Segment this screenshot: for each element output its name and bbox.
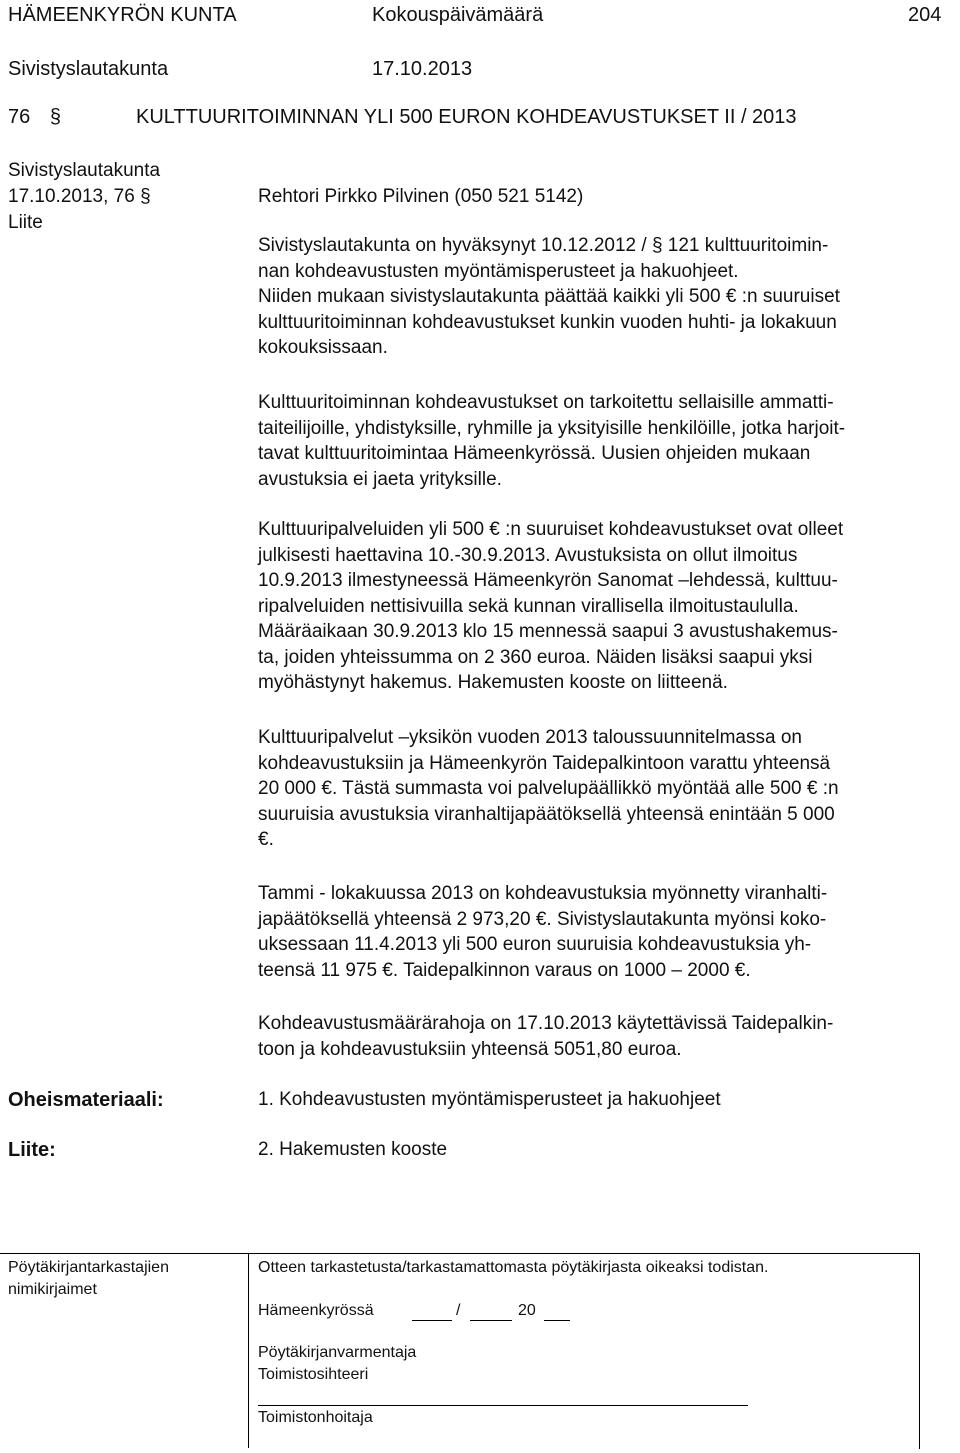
- paragraph-line: avustuksia ei jaeta yrityksille.: [258, 468, 502, 490]
- municipality-name: HÄMEENKYRÖN KUNTA: [8, 4, 237, 26]
- paragraph-line: Määräaikaan 30.9.2013 klo 15 mennessä saapui 3 avustushakemus-: [258, 621, 838, 642]
- paragraph-line: teensä 11 975 €. Taidepalkinnon varaus on 1000 – 2000 €.: [258, 959, 751, 981]
- inspectors-initials-label-2: nimikirjaimet: [8, 1281, 97, 1298]
- footer-divider: [248, 1253, 249, 1448]
- paragraph-line: uksessaan 11.4.2013 yli 500 euron suuruisia kohdeavustuksia yh-: [258, 934, 812, 955]
- paragraph-line: japäätöksellä yhteensä 2 973,20 €. Sivistyslautakunta myönsi koko-: [258, 908, 827, 930]
- day-blank: [412, 1320, 452, 1321]
- section-number: [8, 106, 61, 129]
- paragraph-line: 10.9.2013 ilmestyneessä Hämeenkyrön Sanomat –lehdessä, kulttuu-: [258, 570, 838, 591]
- footer-box: [0, 1253, 920, 1449]
- paragraph-line: myöhästynyt hakemus. Hakemusten kooste on liitteenä.: [258, 672, 728, 693]
- place-label: Hämeenkyrössä: [258, 1302, 374, 1319]
- paragraph-6: [258, 1011, 948, 1062]
- paragraph-4: [258, 725, 948, 853]
- section-number-text: 76: [8, 106, 31, 128]
- paragraph-line: Kulttuuripalvelut –yksikön vuoden 2013 taloussuunnitelmassa on: [258, 727, 802, 748]
- paragraph-line: nan kohdeavustusten myöntämisperusteet ja hakuohjeet.: [258, 260, 739, 282]
- paragraph-line: Kulttuuripalveluiden yli 500 € :n suuruiset kohdeavustukset ovat olleet: [258, 519, 844, 540]
- section-title: KULTTUURITOIMINNAN YLI 500 EURON KOHDEAVUSTUKSET II / 2013: [136, 106, 797, 128]
- paragraph-line: Kulttuuritoiminnan kohdeavustukset on tarkoitettu sellaisille ammatti-: [258, 392, 834, 413]
- page-number: 204: [908, 4, 942, 26]
- year-blank: [544, 1320, 570, 1321]
- paragraph-line: kohdeavustuksiin ja Hämeenkyrön Taidepalkintoon varattu yhteensä: [258, 752, 831, 774]
- paragraph-line: Kohdeavustusmäärärahoja on 17.10.2013 käytettävissä Taidepalkin-: [258, 1013, 834, 1034]
- paragraph-line: Niiden mukaan sivistyslautakunta päättää kaikki yli 500 € :n suuruiset: [258, 286, 840, 307]
- paragraph-line: tavat kulttuuritoimintaa Hämeenkyrössä. Uusien ohjeiden mukaan: [258, 443, 811, 464]
- meeting-date: 17.10.2013: [372, 58, 473, 80]
- paragraph-line: Sivistyslautakunta on hyväksynyt 10.12.2012 / § 121 kulttuuritoimin-: [258, 235, 829, 256]
- side-ref-attachment: Liite: [8, 212, 43, 233]
- supplementary-material-label: Oheismateriaali:: [8, 1089, 164, 1111]
- paragraph-line: 20 000 €. Tästä summasta voi palvelupäällikkö myöntää alle 500 € :n: [258, 778, 839, 799]
- certification-text: Otteen tarkastetusta/tarkastamattomasta pöytäkirjasta oikeaksi todistan.: [258, 1259, 769, 1276]
- paragraph-line: suuruisia avustuksia viranhaltijapäätöksellä yhteensä enintään 5 000: [258, 803, 835, 825]
- secretary-title: Toimistosihteeri: [258, 1366, 369, 1383]
- paragraph-3: [258, 517, 948, 696]
- paragraph-sign-icon: §: [49, 106, 61, 128]
- signature-line: [258, 1405, 748, 1406]
- paragraph-5: [258, 881, 948, 983]
- side-ref-board: Sivistyslautakunta: [8, 160, 161, 181]
- paragraph-line: kulttuuritoiminnan kohdeavustukset kunkin vuoden huhti- ja lokakuun: [258, 311, 837, 333]
- doc-type-label: Kokouspäivämäärä: [372, 4, 544, 26]
- paragraph-line: julkisesti haettavina 10.-30.9.2013. Avustuksista on ollut ilmoitus: [258, 544, 798, 566]
- certifier-title: Pöytäkirjanvarmentaja: [258, 1344, 417, 1361]
- paragraph-line: ta, joiden yhteissumma on 2 360 euroa. Näiden lisäksi saapui yksi: [258, 646, 813, 668]
- office-manager-title: Toimistonhoitaja: [258, 1409, 373, 1426]
- paragraph-line: taiteilijoille, yhdistyksille, ryhmille ja yksityisille henkilöille, jotka harjoit-: [258, 417, 846, 439]
- contact-person: Rehtori Pirkko Pilvinen (050 521 5142): [258, 186, 584, 207]
- side-ref-date-text: 17.10.2013, 76: [8, 186, 135, 207]
- paragraph-line: €.: [258, 829, 274, 850]
- month-blank: [470, 1320, 512, 1321]
- year-prefix: 20: [518, 1302, 536, 1319]
- paragraph-2: [258, 390, 948, 492]
- attachment-item: 2. Hakemusten kooste: [258, 1139, 448, 1160]
- paragraph-line: toon ja kohdeavustuksiin yhteensä 5051,80 euroa.: [258, 1038, 682, 1060]
- paragraph-line: ripalveluiden nettisivuilla sekä kunnan virallisella ilmoitustaululla.: [258, 595, 799, 617]
- paragraph-line: kokouksissaan.: [258, 337, 388, 358]
- paragraph-sign-icon: §: [140, 186, 151, 207]
- side-ref-date: [8, 186, 151, 208]
- paragraph-1: [258, 233, 948, 361]
- paragraph-line: Tammi - lokakuussa 2013 on kohdeavustuksia myönnetty viranhalti-: [258, 883, 828, 904]
- inspectors-initials-label-1: Pöytäkirjantarkastajien: [8, 1259, 169, 1276]
- supplementary-material-item: 1. Kohdeavustusten myöntämisperusteet ja hakuohjeet: [258, 1089, 721, 1110]
- date-separator: /: [456, 1302, 461, 1319]
- attachment-label: Liite:: [8, 1139, 56, 1161]
- board-name: Sivistyslautakunta: [8, 58, 169, 80]
